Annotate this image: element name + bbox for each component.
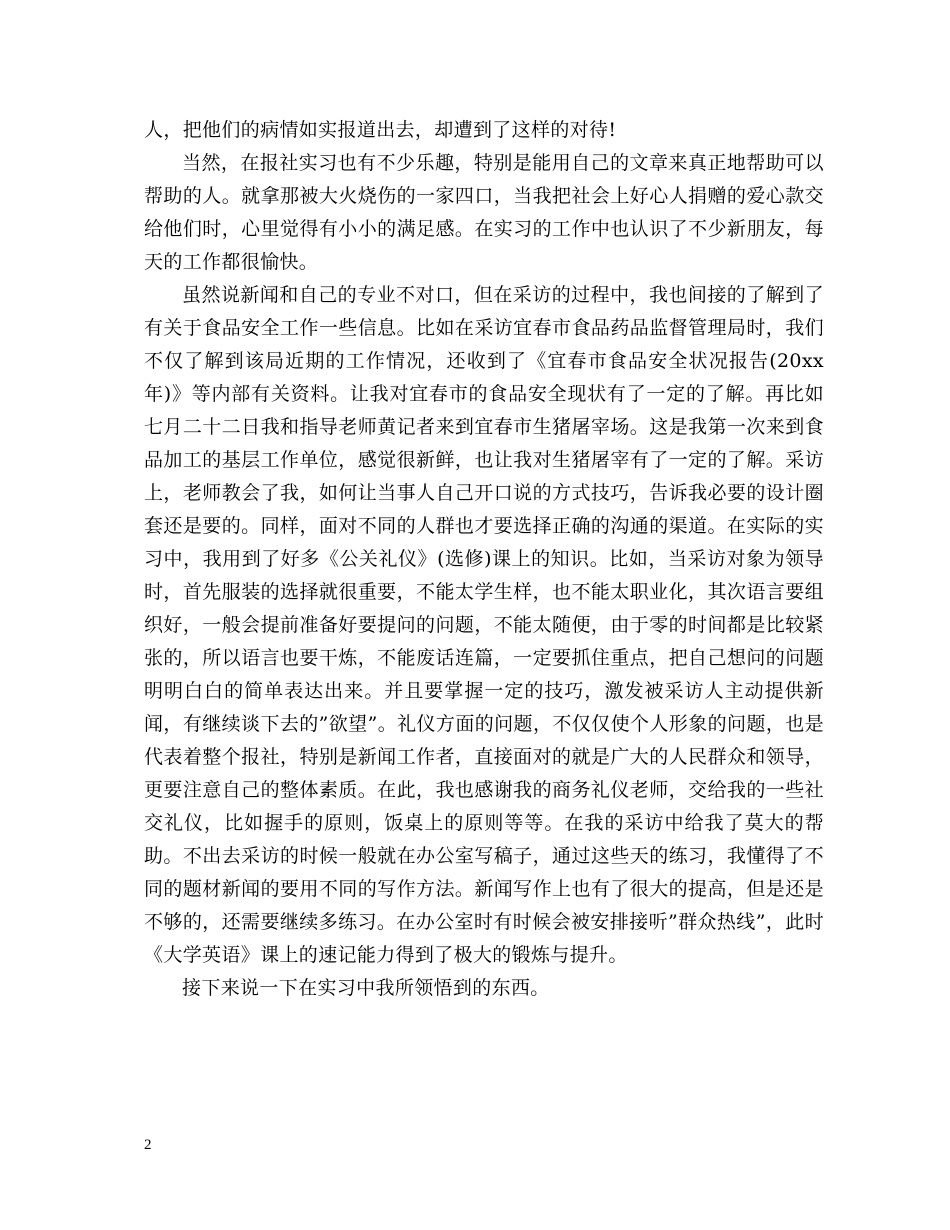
document-body bbox=[144, 114, 824, 1005]
paragraph: 当然，在报社实习也有不少乐趣，特别是能用自己的文章来真正地帮助可以帮助的人。就拿那被大火烧伤的一家四口，当我把社会上好心人捐赠的爱心款交给他们时，心里觉得有小小的满足感。在实习的工作中也认识了不少新朋友，每天的工作都很愉快。 bbox=[144, 152, 824, 273]
page-number: 2 bbox=[144, 1137, 152, 1153]
paragraph-continuation: 人，把他们的病情如实报道出去，却遭到了这样的对待! bbox=[144, 119, 617, 141]
paragraph: 虽然说新闻和自己的专业不对口，但在采访的过程中，我也间接的了解到了有关于食品安全工作一些信息。比如在采访宜春市食品药品监督管理局时，我们不仅了解到该局近期的工作情况，还收到了《宜春市食品安全状况报告(20xx年)》等内部有关资料。让我对宜春市的食品安全现状有了一定的了解。再比如七月二十二日我和指导老师黄记者来到宜春市生猪屠宰场。这是我第一次来到食品加工的基层工作单位，感觉很新鲜，也让我对生猪屠宰有了一定的了解。采访上，老师教会了我，如何让当事人自己开口说的方式技巧，告诉我必要的设计圈套还是要的。同样，面对不同的人群也才要选择正确的沟通的渠道。在实际的实习中，我用到了好多《公关礼仪》(选修)课上的知识。比如，当采访对象为领导时，首先服装的选择就很重要，不能太学生样，也不能太职业化，其次语言要组织好，一般会提前准备好要提问的问题，不能太随便，由于零的时间都是比较紧张的，所以语言也要干炼，不能废话连篇，一定要抓住重点，把自己想问的问题明明白白的简单表达出来。并且要掌握一定的技巧，激发被采访人主动提供新闻，有继续谈下去的”欲望”。礼仪方面的问题，不仅仅使个人形象的问题，也是代表着整个报社，特别是新闻工作者，直接面对的就是广大的人民群众和领导，更要注意自己的整体素质。在此，我也感谢我的商务礼仪老师，交给我的一些社交礼仪，比如握手的原则，饭桌上的原则等等。在我的采访中给我了莫大的帮助。不出去采访的时候一般就在办公室写稿子，通过这些天的练习，我懂得了不同的题材新闻的要用不同的写作方法。新闻写作上也有了很大的提高，但是还是不够的，还需要继续多练习。在办公室时有时候会被安排接听”群众热线”，此时《大学英语》课上的速记能力得到了极大的锻炼与提升。 bbox=[144, 284, 824, 966]
paragraph: 接下来说一下在实习中我所领悟到的东西。 bbox=[182, 977, 550, 999]
